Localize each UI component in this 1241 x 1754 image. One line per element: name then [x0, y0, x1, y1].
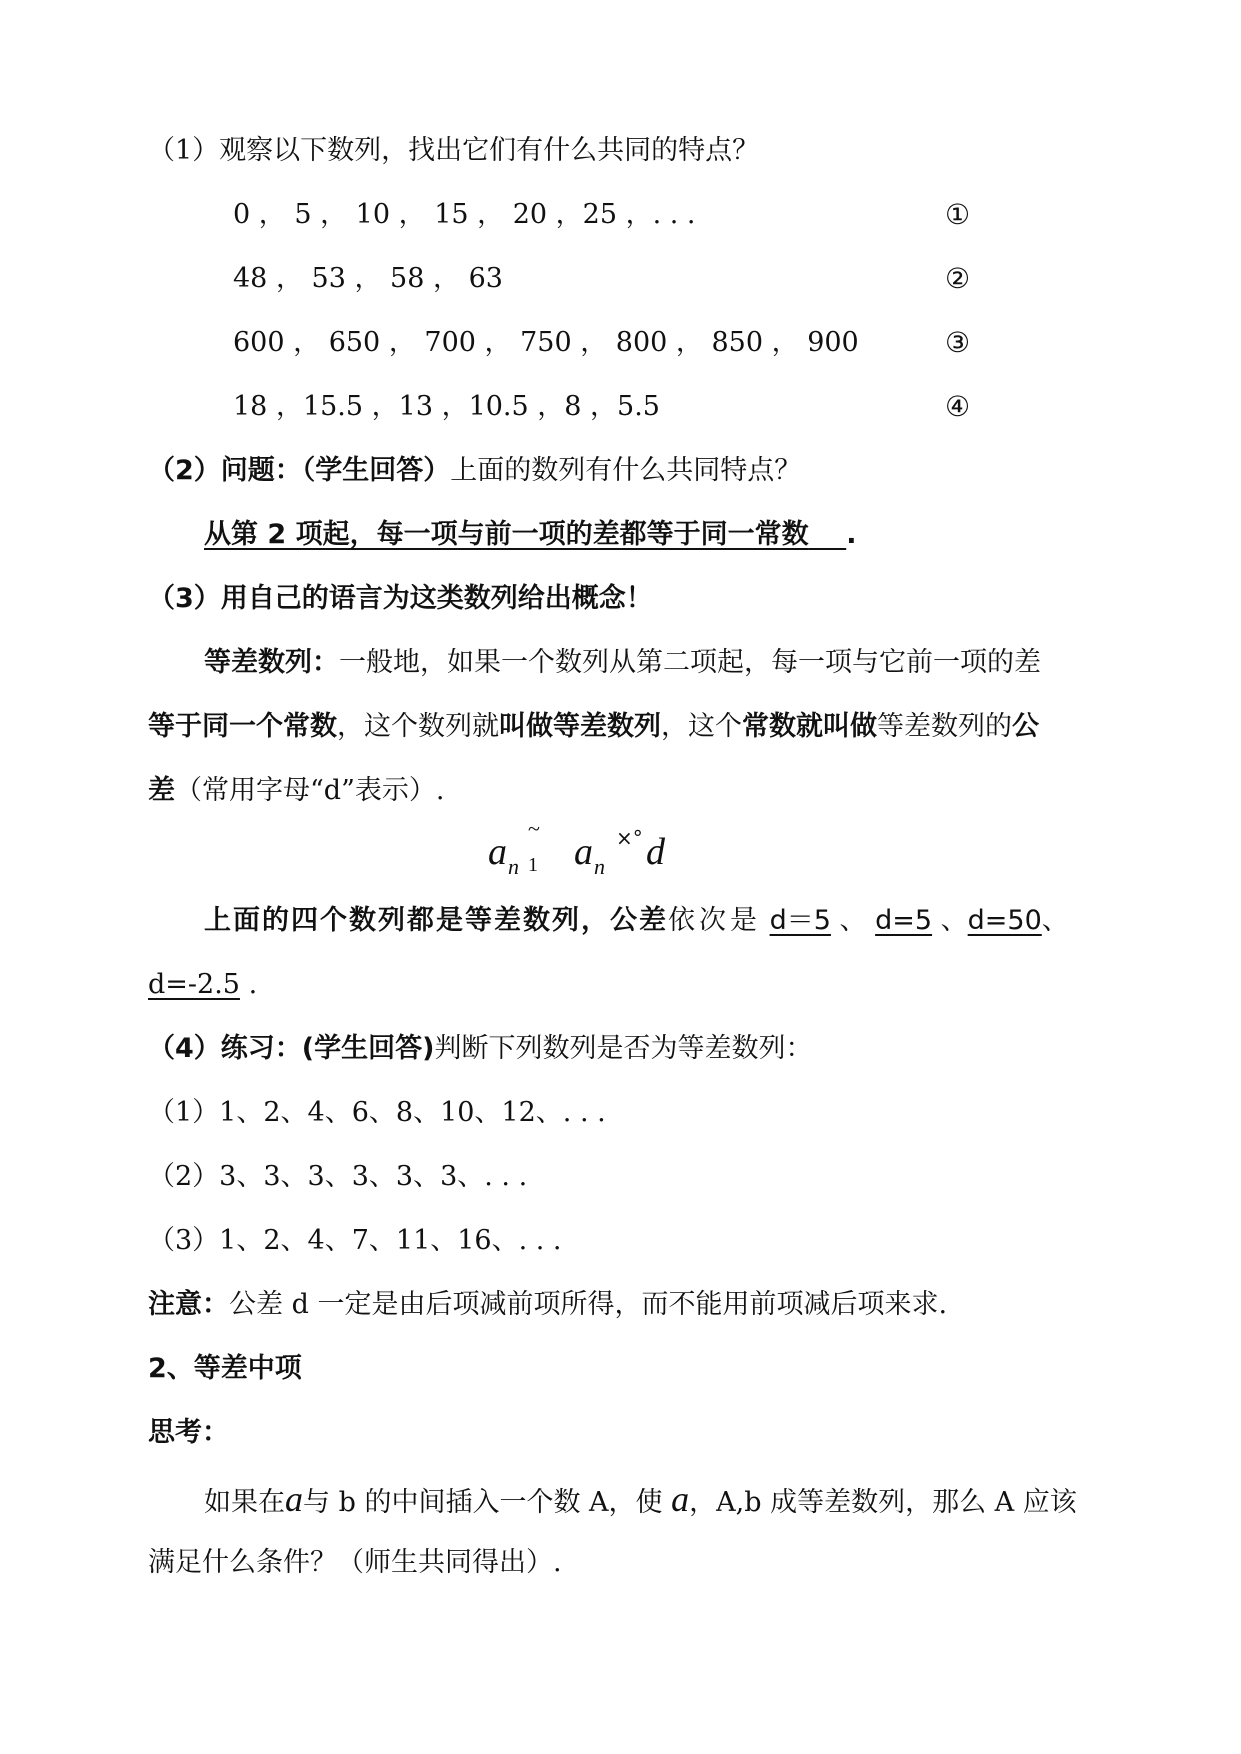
- common-difference-1: d＝5: [769, 905, 831, 936]
- q2-answer-line: [204, 517, 856, 553]
- think-text-b: 与 b 的中间插入一个数 A，使: [303, 1487, 663, 1518]
- q2-label: （2）问题：（学生回答）: [148, 455, 451, 486]
- sequence-4-mark: ④: [945, 390, 971, 423]
- note-line: [148, 1287, 947, 1323]
- think-paragraph-1: [204, 1481, 1077, 1521]
- exercise-item-2: （2）3、3、3、3、3、3、. . .: [148, 1161, 528, 1192]
- definition-bold-3: 常数就叫做: [742, 711, 877, 742]
- think-paragraph-2: 满足什么条件？（师生共同得出）.: [148, 1547, 562, 1578]
- definition-line-3: [148, 773, 444, 809]
- definition-text-3: ，这个: [661, 711, 742, 742]
- definition-line-1: [204, 645, 1041, 681]
- q4-line: [148, 1031, 812, 1067]
- q2-line: [148, 453, 801, 489]
- q3-title: （3）用自己的语言为这类数列给出概念！: [148, 583, 653, 614]
- note-label: 注意：: [148, 1289, 229, 1320]
- separator-3: 、: [1041, 905, 1069, 936]
- recurrence-formula: [488, 816, 708, 890]
- separator-1: 、: [839, 905, 867, 936]
- definition-bold-4: 公: [1012, 711, 1039, 742]
- exercise-item-1: （1）1、2、4、6、8、10、12、. . .: [148, 1097, 606, 1128]
- definition-line-2: [148, 709, 1039, 745]
- formula-d: d: [646, 831, 665, 873]
- q4-label: （4）练习：(学生回答): [148, 1033, 435, 1064]
- summary-bold: 上面的四个数列都是等差数列，公差: [204, 905, 668, 936]
- definition-text-2: ，这个数列就: [337, 711, 499, 742]
- sequence-3: 600 ， 650 ， 700 ， 750 ， 800 ， 850 ， 900: [233, 327, 859, 358]
- variable-a-2: a: [671, 1479, 690, 1519]
- formula-sub1: n: [508, 854, 519, 879]
- summary-line: [204, 903, 1069, 939]
- think-text-c: ，A,b 成等差数列，那么 A 应该: [689, 1487, 1077, 1518]
- common-difference-3: d=50: [967, 905, 1042, 936]
- common-difference-2: d=5: [875, 905, 933, 936]
- q2-answer-end: .: [846, 519, 857, 550]
- sequence-1-mark: ①: [945, 198, 971, 231]
- sequence-2-mark: ②: [945, 262, 971, 295]
- summary-end: .: [248, 969, 258, 1000]
- summary-text: 依次是: [668, 905, 761, 936]
- definition-text-5: （常用字母“d”表示）.: [175, 775, 445, 806]
- formula-a2: a: [574, 831, 593, 873]
- formula-operator: ×°: [616, 826, 643, 850]
- sequence-3-mark: ③: [945, 326, 971, 359]
- formula-tilde: ~: [528, 816, 540, 841]
- think-label: 思考：: [148, 1417, 229, 1448]
- definition-bold-1: 等于同一个常数: [148, 711, 337, 742]
- common-difference-4: d=-2.5: [148, 969, 240, 1000]
- q4-text: 判断下列数列是否为等差数列：: [434, 1033, 813, 1064]
- definition-text-1: 一般地，如果一个数列从第二项起，每一项与它前一项的差: [339, 647, 1041, 678]
- q2-text: 上面的数列有什么共同特点？: [450, 455, 802, 486]
- definition-text-4: 等差数列的: [877, 711, 1012, 742]
- definition-bold-2: 叫做等差数列: [499, 711, 661, 742]
- separator-2: 、: [940, 905, 968, 936]
- q1-title: （1）观察以下数列，找出它们有什么共同的特点？: [148, 135, 760, 166]
- sequence-1: 0 ， 5 ， 10 ， 15 ， 20 ，25 ，. . .: [233, 199, 696, 230]
- think-text-a: 如果在: [204, 1487, 285, 1518]
- definition-bold-5: 差: [148, 775, 175, 806]
- variable-a-1: a: [285, 1479, 303, 1519]
- q2-answer: 从第 2 项起，每一项与前一项的差都等于同一常数: [204, 519, 809, 550]
- sequence-4: 18 ，15.5 ，13 ，10.5 ，8 ，5.5: [233, 391, 660, 422]
- definition-term: 等差数列：: [204, 647, 339, 678]
- formula-one: 1: [528, 854, 538, 876]
- formula-a1: a: [488, 831, 507, 873]
- section-2-title: 2、等差中项: [148, 1353, 302, 1384]
- formula-sub2: n: [594, 854, 605, 879]
- exercise-item-3: （3）1、2、4、7、11、16、. . .: [148, 1225, 562, 1256]
- note-text: 公差 d 一定是由后项减前项所得，而不能用前项减后项来求.: [229, 1289, 948, 1320]
- summary-line-2: [148, 967, 257, 1003]
- sequence-2: 48 ， 53 ， 58 ， 63: [233, 263, 503, 294]
